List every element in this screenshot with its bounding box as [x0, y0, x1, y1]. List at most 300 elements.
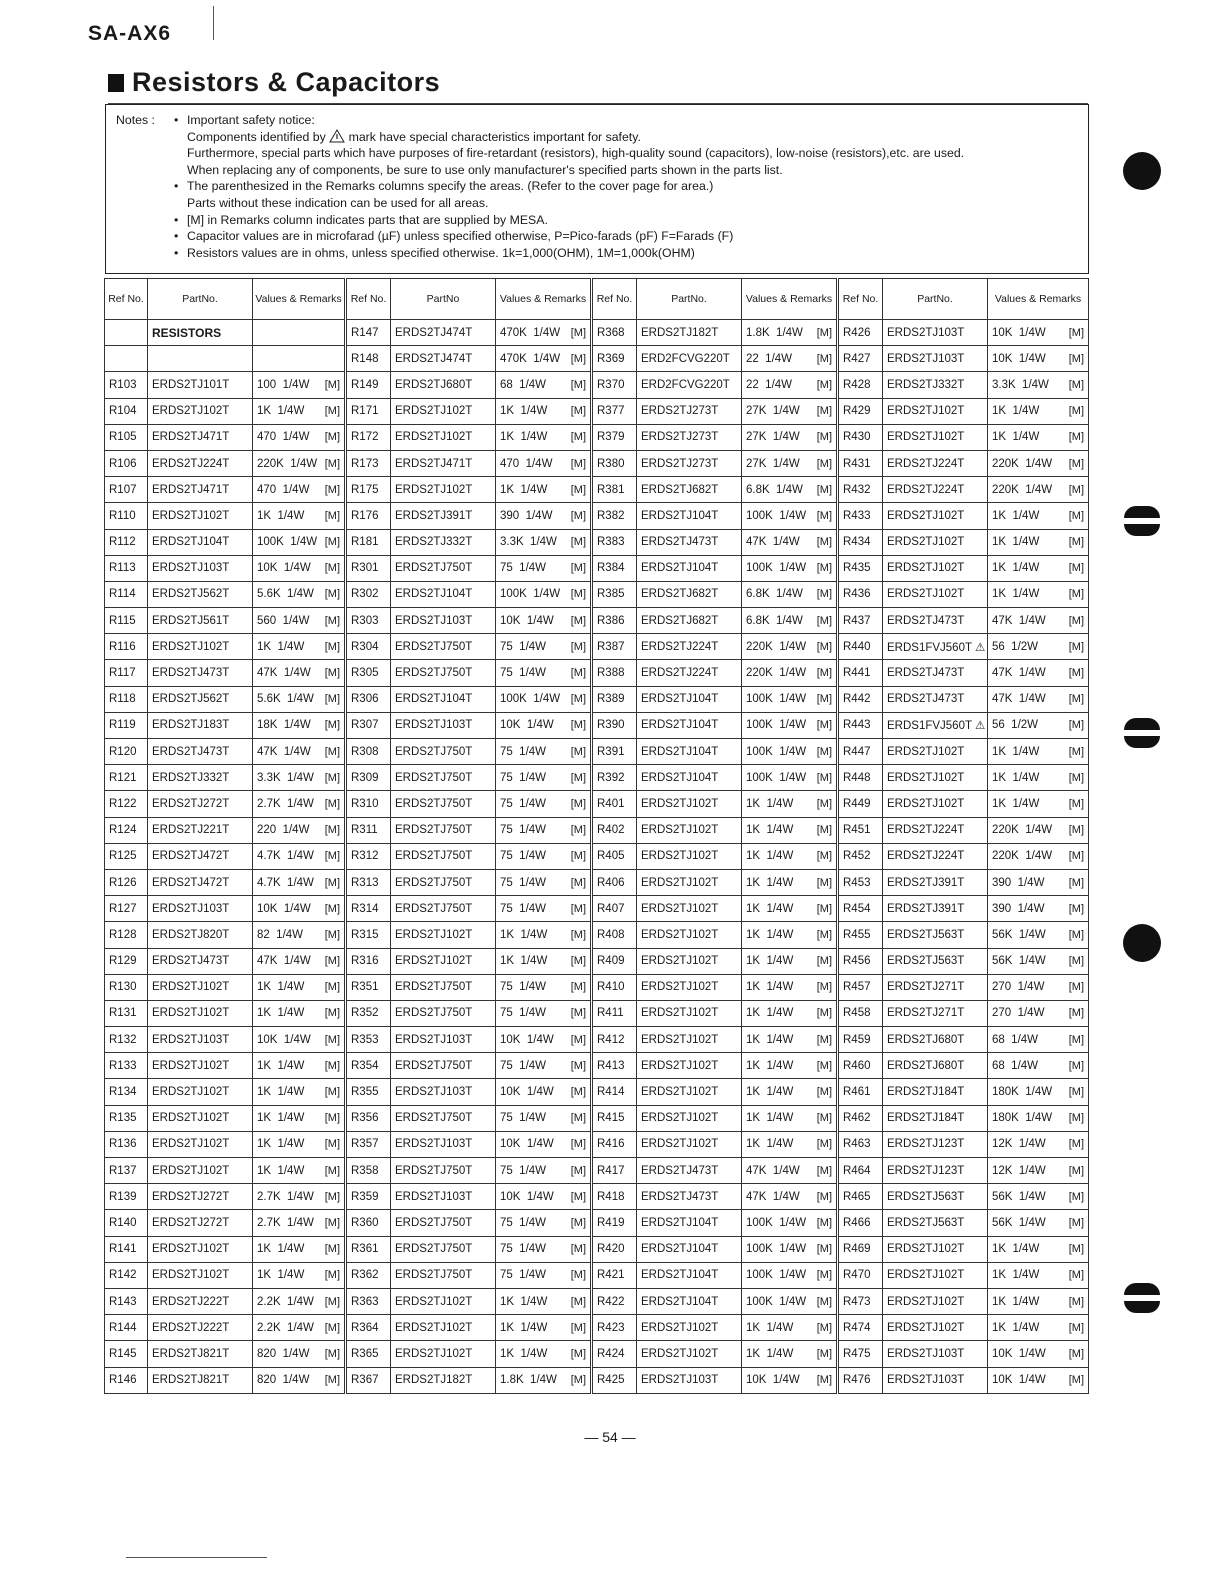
ref-no-cell: R474: [838, 1315, 883, 1341]
remark-text: [M]: [324, 457, 340, 470]
value-text: 47K 1/4W: [992, 667, 1046, 680]
values-remarks-cell: [742, 372, 838, 398]
value-text: 2.7K 1/4W: [257, 797, 314, 810]
values-remarks-cell: [253, 1367, 346, 1393]
table-row: [105, 1158, 1089, 1184]
part-no-cell: ERDS2TJ332T: [391, 529, 496, 555]
values-remarks-cell: [253, 1315, 346, 1341]
ref-no-cell: R306: [346, 686, 391, 712]
column-header: Values & Remarks: [253, 279, 346, 320]
values-remarks-cell: [496, 634, 592, 660]
part-no-cell: ERDS2TJ102T: [637, 1053, 742, 1079]
ref-no-cell: R143: [105, 1288, 148, 1314]
remark-text: [M]: [570, 876, 586, 889]
remark-text: [M]: [1068, 876, 1084, 889]
values-remarks-cell: [253, 1000, 346, 1026]
values-remarks-cell: [988, 660, 1089, 686]
value-text: 100K 1/4W: [746, 509, 807, 522]
remark-text: [M]: [570, 771, 586, 784]
value-text: 100K 1/4W: [746, 1216, 807, 1229]
ref-no-cell: R114: [105, 581, 148, 607]
table-row: [105, 1210, 1089, 1236]
table-row: [105, 477, 1089, 503]
values-remarks-cell: [988, 424, 1089, 450]
value-text: 47K 1/4W: [746, 1164, 800, 1177]
ref-no-cell: R316: [346, 948, 391, 974]
part-no-cell: ERDS2TJ104T: [637, 1288, 742, 1314]
part-no-cell: ERDS2TJ750T: [391, 765, 496, 791]
part-no-cell: ERDS2TJ184T: [883, 1105, 988, 1131]
value-text: 68 1/4W: [992, 1033, 1039, 1046]
remark-text: [M]: [816, 483, 832, 496]
value-text: 75 1/4W: [500, 1112, 547, 1125]
values-remarks-cell: [253, 739, 346, 765]
note-item: [174, 212, 1084, 229]
ref-no-cell: R370: [592, 372, 637, 398]
part-no-cell: ERDS2TJ473T: [637, 1184, 742, 1210]
table-row: [105, 1367, 1089, 1393]
value-text: 27K 1/4W: [746, 457, 800, 470]
ref-no-cell: R126: [105, 869, 148, 895]
table-row: [105, 346, 1089, 372]
remark-text: [M]: [324, 981, 340, 994]
values-remarks-cell: [742, 974, 838, 1000]
part-no-cell: ERDS2TJ272T: [148, 791, 253, 817]
table-row: [105, 555, 1089, 581]
part-no-cell: ERDS2TJ104T: [637, 686, 742, 712]
remark-text: [M]: [324, 483, 340, 496]
part-no-cell: ERDS2TJ680T: [883, 1053, 988, 1079]
ref-no-cell: R128: [105, 922, 148, 948]
value-text: 10K 1/4W: [992, 1347, 1046, 1360]
part-no-cell: ERDS2TJ104T: [637, 503, 742, 529]
ref-no-cell: R115: [105, 608, 148, 634]
value-text: 2.7K 1/4W: [257, 1216, 314, 1229]
values-remarks-cell: [253, 424, 346, 450]
ref-no-cell: R307: [346, 712, 391, 738]
values-remarks-cell: [742, 1053, 838, 1079]
values-remarks-cell: [496, 686, 592, 712]
remark-text: [M]: [570, 588, 586, 601]
part-no-cell: ERDS2TJ102T: [148, 1105, 253, 1131]
values-remarks-cell: [253, 843, 346, 869]
ref-no-cell: R112: [105, 529, 148, 555]
table-row: [105, 817, 1089, 843]
table-row: [105, 765, 1089, 791]
values-remarks-cell: [742, 817, 838, 843]
values-remarks-cell: [742, 660, 838, 686]
ref-no-cell: R146: [105, 1367, 148, 1393]
values-remarks-cell: [742, 1184, 838, 1210]
part-no-cell: ERDS2TJ102T: [637, 1027, 742, 1053]
ref-no-cell: R406: [592, 869, 637, 895]
remark-text: [M]: [1068, 955, 1084, 968]
values-remarks-cell: [742, 1315, 838, 1341]
remark-text: [M]: [570, 1059, 586, 1072]
part-no-cell: ERDS2TJ102T: [637, 1341, 742, 1367]
remark-text: [M]: [816, 614, 832, 627]
values-remarks-cell: [742, 686, 838, 712]
remark-text: [M]: [324, 693, 340, 706]
values-remarks-cell: [988, 1105, 1089, 1131]
ref-no-cell: R140: [105, 1210, 148, 1236]
value-text: 75 1/4W: [500, 876, 547, 889]
values-remarks-cell: [988, 1210, 1089, 1236]
ref-no-cell: R136: [105, 1131, 148, 1157]
part-no-cell: ERDS2TJ102T: [148, 634, 253, 660]
remark-text: [M]: [1068, 536, 1084, 549]
values-remarks-cell: [742, 320, 838, 346]
remark-text: [M]: [570, 1321, 586, 1334]
value-text: 1K 1/4W: [746, 797, 794, 810]
value-text: 6.8K 1/4W: [746, 483, 803, 496]
value-text: 12K 1/4W: [992, 1138, 1046, 1151]
values-remarks-cell: [253, 817, 346, 843]
remark-text: [M]: [1068, 745, 1084, 758]
values-remarks-cell: [253, 1105, 346, 1131]
ref-no-cell: R454: [838, 896, 883, 922]
remark-text: [M]: [1068, 562, 1084, 575]
value-text: 1K 1/4W: [992, 431, 1040, 444]
value-text: 6.8K 1/4W: [746, 614, 803, 627]
value-text: 18K 1/4W: [257, 719, 311, 732]
remark-text: [M]: [816, 1243, 832, 1256]
remark-text: [M]: [816, 326, 832, 339]
values-remarks-cell: [496, 739, 592, 765]
remark-text: [M]: [1068, 693, 1084, 706]
values-remarks-cell: [496, 712, 592, 738]
ref-no-cell: R384: [592, 555, 637, 581]
values-remarks-cell: [253, 372, 346, 398]
values-remarks-cell: [742, 765, 838, 791]
values-remarks-cell: [496, 346, 592, 372]
part-no-cell: ERDS2TJ391T: [391, 503, 496, 529]
ref-no-cell: R411: [592, 1000, 637, 1026]
part-no-cell: ERDS2TJ562T: [148, 581, 253, 607]
remark-text: [M]: [816, 1347, 832, 1360]
value-text: 1K 1/4W: [992, 588, 1040, 601]
value-text: 1K 1/4W: [746, 955, 794, 968]
remark-text: [M]: [570, 352, 586, 365]
remark-text: [M]: [324, 1295, 340, 1308]
ref-no-cell: R107: [105, 477, 148, 503]
value-text: 10K 1/4W: [992, 326, 1046, 339]
value-text: 220K 1/4W: [257, 457, 318, 470]
values-remarks-cell: [496, 608, 592, 634]
part-no-cell: ERDS2TJ102T: [637, 817, 742, 843]
remark-text: [M]: [570, 562, 586, 575]
remark-text: [M]: [324, 536, 340, 549]
values-remarks-cell: [988, 372, 1089, 398]
part-no-cell: ERDS2TJ273T: [637, 450, 742, 476]
remark-text: [M]: [816, 876, 832, 889]
table-row: [105, 634, 1089, 660]
remark-text: [M]: [816, 667, 832, 680]
parts-table: [104, 278, 1089, 1394]
part-no-cell: ERDS2TJ222T: [148, 1288, 253, 1314]
safety-warning-icon: [329, 129, 345, 143]
ref-no-cell: R310: [346, 791, 391, 817]
remark-text: [M]: [1068, 1190, 1084, 1203]
part-no-cell: ERDS2TJ821T: [148, 1341, 253, 1367]
part-no-cell: ERDS2TJ102T: [391, 1315, 496, 1341]
value-text: 1K 1/4W: [992, 1269, 1040, 1282]
part-no-cell: ERDS2TJ750T: [391, 843, 496, 869]
values-remarks-cell: [742, 608, 838, 634]
part-no-cell: ERDS2TJ271T: [883, 974, 988, 1000]
part-no-cell: ERDS2TJ682T: [637, 608, 742, 634]
values-remarks-cell: [988, 1236, 1089, 1262]
remark-text: [M]: [816, 797, 832, 810]
part-no-cell: ERDS2TJ473T: [637, 1158, 742, 1184]
values-remarks-cell: [496, 1236, 592, 1262]
value-text: 75 1/4W: [500, 902, 547, 915]
values-remarks-cell: [988, 948, 1089, 974]
values-remarks-cell: [496, 791, 592, 817]
ref-no-cell: R453: [838, 869, 883, 895]
ref-no-cell: R441: [838, 660, 883, 686]
remark-text: [M]: [1068, 352, 1084, 365]
values-remarks-cell: [988, 817, 1089, 843]
value-text: 100K 1/4W: [746, 1295, 807, 1308]
value-text: 4.7K 1/4W: [257, 850, 314, 863]
values-remarks-cell: [253, 608, 346, 634]
registration-mark-icon: [1124, 718, 1160, 748]
part-no-cell: ERDS2TJ473T: [148, 660, 253, 686]
value-text: 2.2K 1/4W: [257, 1321, 314, 1334]
part-no-cell: ERDS2TJ682T: [637, 581, 742, 607]
value-text: 1K 1/4W: [500, 928, 548, 941]
part-no-cell: ERDS2TJ102T: [637, 1000, 742, 1026]
value-text: 1K 1/4W: [746, 824, 794, 837]
part-no-cell: ERDS2TJ750T: [391, 791, 496, 817]
part-no-cell: ERDS1FVJ560T ⚠: [883, 712, 988, 738]
remark-text: [M]: [324, 1007, 340, 1020]
values-remarks-cell: [253, 896, 346, 922]
table-row: [105, 1027, 1089, 1053]
values-remarks-cell: [253, 1288, 346, 1314]
remark-text: [M]: [816, 693, 832, 706]
value-text: 100K 1/4W: [746, 771, 807, 784]
value-text: 560 1/4W: [257, 614, 310, 627]
values-remarks-cell: [988, 974, 1089, 1000]
values-remarks-cell: [253, 974, 346, 1000]
table-row: [105, 1131, 1089, 1157]
part-no-cell: ERDS2TJ104T: [637, 1262, 742, 1288]
value-text: 1K 1/4W: [992, 1295, 1040, 1308]
ref-no-cell: R142: [105, 1262, 148, 1288]
part-no-cell: ERDS2TJ471T: [391, 450, 496, 476]
part-no-cell: ERDS2TJ102T: [883, 1262, 988, 1288]
values-remarks-cell: [496, 1027, 592, 1053]
ref-no-cell: R354: [346, 1053, 391, 1079]
ref-no-cell: R413: [592, 1053, 637, 1079]
values-remarks-cell: [988, 791, 1089, 817]
remark-text: [M]: [324, 1321, 340, 1334]
values-remarks-cell: [742, 1236, 838, 1262]
part-no-cell: ERDS2TJ391T: [883, 896, 988, 922]
ref-no-cell: R470: [838, 1262, 883, 1288]
remark-text: [M]: [570, 797, 586, 810]
value-text: 1K 1/4W: [257, 640, 305, 653]
note-line: Capacitor values are in microfarad (µF) unless specified otherwise, P=Pico-farads (pF) F=Farads (F): [187, 229, 734, 244]
remark-text: [M]: [570, 850, 586, 863]
remark-text: [M]: [1068, 378, 1084, 391]
ref-no-cell: R104: [105, 398, 148, 424]
part-no-cell: ERDS2TJ680T: [391, 372, 496, 398]
part-no-cell: ERDS2TJ224T: [883, 817, 988, 843]
value-text: 100K 1/4W: [746, 745, 807, 758]
part-no-cell: ERDS2TJ104T: [391, 581, 496, 607]
values-remarks-cell: [253, 869, 346, 895]
column-header: Ref No.: [105, 279, 148, 320]
ref-no-cell: R171: [346, 398, 391, 424]
ref-no-cell: R379: [592, 424, 637, 450]
part-no-cell: ERDS2TJ474T: [391, 320, 496, 346]
ref-no-cell: R105: [105, 424, 148, 450]
values-remarks-cell: [496, 922, 592, 948]
value-text: 56K 1/4W: [992, 955, 1046, 968]
value-text: 75 1/4W: [500, 745, 547, 758]
remark-text: [M]: [816, 1033, 832, 1046]
value-text: 47K 1/4W: [257, 955, 311, 968]
table-row: [105, 896, 1089, 922]
values-remarks-cell: [496, 660, 592, 686]
part-no-cell: ERDS2TJ102T: [883, 765, 988, 791]
ref-no-cell: R459: [838, 1027, 883, 1053]
part-no-cell: ERDS2TJ820T: [148, 922, 253, 948]
value-text: 1K 1/4W: [257, 1164, 305, 1177]
part-no-cell: ERDS2TJ102T: [883, 791, 988, 817]
value-text: 180K 1/4W: [992, 1086, 1053, 1099]
part-no-cell: ERDS2TJ682T: [637, 477, 742, 503]
value-text: 220K 1/4W: [746, 667, 807, 680]
value-text: 68 1/4W: [500, 378, 547, 391]
remark-text: [M]: [1068, 1216, 1084, 1229]
ref-no-cell: R360: [346, 1210, 391, 1236]
remark-text: [M]: [816, 431, 832, 444]
value-text: 100K 1/4W: [500, 588, 561, 601]
part-no-cell: ERDS2TJ103T: [883, 1341, 988, 1367]
values-remarks-cell: [742, 1079, 838, 1105]
remark-text: [M]: [1068, 1347, 1084, 1360]
value-text: 10K 1/4W: [257, 562, 311, 575]
values-remarks-cell: [742, 739, 838, 765]
remark-text: [M]: [816, 1007, 832, 1020]
bullet-icon: •: [174, 229, 179, 244]
part-no-cell: ERDS2TJ123T: [883, 1158, 988, 1184]
part-no-cell: ERDS2TJ102T: [637, 843, 742, 869]
value-text: 100K 1/4W: [746, 1269, 807, 1282]
value-text: 100K 1/4W: [746, 693, 807, 706]
ref-no-cell: R139: [105, 1184, 148, 1210]
ref-no-cell: R429: [838, 398, 883, 424]
ref-no-cell: R309: [346, 765, 391, 791]
remark-text: [M]: [816, 1321, 832, 1334]
ref-no-cell: R315: [346, 922, 391, 948]
values-remarks-cell: [742, 581, 838, 607]
registration-mark-icon: [1124, 1283, 1160, 1313]
values-remarks-cell: [253, 1210, 346, 1236]
part-no-cell: ERDS2TJ182T: [637, 320, 742, 346]
part-no-cell: ERDS2TJ471T: [148, 424, 253, 450]
values-remarks-cell: [742, 948, 838, 974]
value-text: 220K 1/4W: [992, 457, 1053, 470]
ref-no-cell: R418: [592, 1184, 637, 1210]
remark-text: [M]: [1068, 1243, 1084, 1256]
column-header: PartNo: [391, 279, 496, 320]
remark-text: [M]: [570, 693, 586, 706]
part-no-cell: ERDS2TJ750T: [391, 555, 496, 581]
value-text: 1K 1/4W: [257, 981, 305, 994]
remark-text: [M]: [1068, 431, 1084, 444]
value-text: 5.6K 1/4W: [257, 588, 314, 601]
part-no-cell: ERDS2TJ473T: [883, 686, 988, 712]
remark-text: [M]: [1068, 981, 1084, 994]
note-item: [174, 112, 1084, 178]
values-remarks-cell: [742, 450, 838, 476]
values-remarks-cell: [253, 477, 346, 503]
part-no-cell: ERDS2TJ472T: [148, 843, 253, 869]
ref-no-cell: R137: [105, 1158, 148, 1184]
remark-text: [M]: [570, 745, 586, 758]
values-remarks-cell: [742, 555, 838, 581]
ref-no-cell: R420: [592, 1236, 637, 1262]
value-text: 390 1/4W: [500, 509, 553, 522]
value-text: 3.3K 1/4W: [992, 378, 1049, 391]
remark-text: [M]: [1068, 326, 1084, 339]
values-remarks-cell: [742, 1288, 838, 1314]
ref-no-cell: R148: [346, 346, 391, 372]
value-text: 1K 1/4W: [500, 955, 548, 968]
registration-mark-icon: [1124, 506, 1160, 536]
values-remarks-cell: [496, 320, 592, 346]
part-no-cell: ERDS2TJ182T: [391, 1367, 496, 1393]
remark-text: [M]: [324, 902, 340, 915]
ref-no-cell: R369: [592, 346, 637, 372]
part-no-cell: ERDS2TJ102T: [883, 1236, 988, 1262]
ref-no-cell: R132: [105, 1027, 148, 1053]
ref-no-cell: R175: [346, 477, 391, 503]
value-text: 100 1/4W: [257, 378, 310, 391]
remark-text: [M]: [816, 955, 832, 968]
ref-no-cell: R448: [838, 765, 883, 791]
remark-text: [M]: [1068, 640, 1084, 653]
ref-no-cell: R124: [105, 817, 148, 843]
remark-text: [M]: [324, 667, 340, 680]
crop-mark: [213, 6, 214, 40]
part-no-cell: ERDS2TJ102T: [637, 1079, 742, 1105]
part-no-cell: ERDS2TJ224T: [883, 477, 988, 503]
remark-text: [M]: [324, 1347, 340, 1360]
value-text: 1K 1/4W: [746, 902, 794, 915]
ref-no-cell: R144: [105, 1315, 148, 1341]
part-no-cell: ERDS2TJ103T: [883, 320, 988, 346]
values-remarks-cell: [253, 791, 346, 817]
value-text: 390 1/4W: [992, 902, 1045, 915]
part-no-cell: ERDS2TJ102T: [148, 1053, 253, 1079]
value-text: 100K 1/4W: [257, 536, 318, 549]
values-remarks-cell: [742, 346, 838, 372]
values-remarks-cell: [988, 1367, 1089, 1393]
value-text: 1K 1/4W: [746, 1059, 794, 1072]
remark-text: [M]: [570, 405, 586, 418]
bullet-icon: •: [174, 245, 179, 260]
part-no-cell: ERDS2TJ272T: [148, 1210, 253, 1236]
values-remarks-cell: [253, 1053, 346, 1079]
values-remarks-cell: [742, 1158, 838, 1184]
values-remarks-cell: [496, 1131, 592, 1157]
